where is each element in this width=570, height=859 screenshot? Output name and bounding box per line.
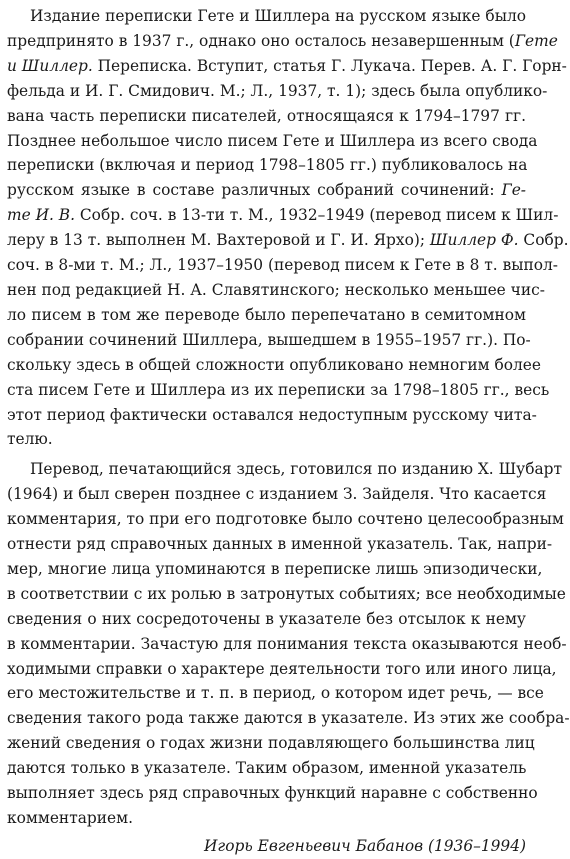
text-run: Издание переписки Гете и Шиллера на русском языке было [30, 7, 526, 25]
text-run: нен под редакцией Н. А. Славятинского; несколько меньшее чис- [7, 280, 545, 299]
text-line [7, 482, 547, 507]
text-line [7, 457, 563, 482]
text-line [7, 54, 567, 79]
italic-run: Шиллер Ф. [429, 231, 519, 250]
text-line [7, 403, 537, 428]
text-run: предпринято в 1937 г., однако оно осталось незавершенным ( [7, 31, 515, 50]
text-run: переписки (включая и период 1798–1805 гг.) публиковалось на [7, 156, 528, 175]
text-line [7, 781, 538, 806]
text-run: ло писем в том же переводе было перепечатано в семитомном [7, 305, 526, 324]
text-run: жений сведения о годах жизни подавляющего большинства лиц [7, 734, 535, 753]
text-run: сведения о них сосредоточены в указателе без отсылок к нему [7, 609, 526, 628]
text-run: выполняет здесь ряд справочных функций наравне с собственно [7, 784, 538, 803]
text-run: даются только в указателе. Таким образом, именной указатель [7, 759, 527, 778]
text-run: соч. в 8-ми т. М.; Л., 1937–1950 (перевод писем к Гете в 8 т. выпол- [7, 256, 559, 275]
text-run: в комментарии. Зачастую для понимания текста оказываются необ- [7, 634, 567, 653]
text-line [7, 104, 526, 129]
text-line [7, 178, 526, 203]
paragraph [7, 457, 570, 831]
text-line [7, 427, 526, 452]
text-run: Собр. соч. в 13-ти т. М., 1932–1949 (перевод писем к Шил- [75, 206, 559, 225]
text-line [7, 29, 558, 54]
text-run: (1964) и был сверен позднее с изданием З. Зайделя. Что касается [7, 485, 547, 504]
text-run: русском языке в составе различных собраний сочинений: [7, 181, 502, 200]
text-run: Переписка. Вступит, статья Г. Лукача. Перев. А. Г. Горн- [92, 56, 567, 75]
text-line [7, 203, 559, 228]
paragraph [7, 4, 569, 452]
text-line [7, 557, 543, 582]
text-run: отнести ряд справочных данных в именной указатель. Так, напри- [7, 535, 553, 554]
text-line [7, 328, 531, 353]
text-run: собрании сочинений Шиллера, вышедшем в 1955–1957 гг.). По- [7, 330, 531, 349]
text-line [7, 532, 553, 557]
author-signature: Игорь Евгеньевич Бабанов (1936–1994) [204, 836, 526, 855]
body-text [7, 4, 570, 831]
italic-run: и Шиллер. [7, 56, 93, 75]
text-line [7, 657, 557, 682]
text-line [7, 79, 548, 104]
text-line [7, 228, 569, 253]
text-line [7, 806, 526, 831]
text-line [7, 681, 544, 706]
text-line [7, 253, 559, 278]
text-run: мер, многие лица упоминаются в переписке лишь эпизодически, [7, 559, 543, 578]
text-run: комментария, то при его подготовке было сочтено целесообразным [7, 510, 564, 529]
text-run: скольку здесь в общей сложности опубликовано немногим более [7, 355, 541, 374]
text-line [7, 4, 526, 29]
italic-run: Ге- [501, 181, 526, 200]
italic-run: те И. В. [7, 206, 76, 225]
text-line [7, 153, 526, 178]
text-run: комментарием. [7, 809, 133, 827]
text-line [7, 706, 570, 731]
text-run: его местожительстве и т. п. в период, о котором идет речь, — все [7, 684, 544, 703]
text-run: Перевод, печатающийся здесь, готовился по изданию Х. Шубарт [30, 460, 563, 479]
text-line [7, 303, 526, 328]
text-run: ходимыми справки о характере деятельности того или иного лица, [7, 659, 557, 678]
text-run: ста писем Гете и Шиллера из их переписки за 1798–1805 гг., весь [7, 380, 550, 399]
text-run: этот период фактически оставался недоступным русскому чита- [7, 405, 537, 424]
text-line [7, 378, 550, 403]
text-line [7, 756, 526, 781]
text-run: в соответствии с их ролью в затронутых событиях; все необходимые [7, 584, 566, 603]
text-run: сведения такого рода также даются в указателе. Из этих же сообра- [7, 709, 570, 728]
italic-run: Гете [514, 31, 558, 50]
text-line [7, 731, 535, 756]
text-line [7, 129, 538, 154]
text-line [7, 632, 567, 657]
text-line [7, 507, 564, 532]
text-line [7, 582, 566, 607]
text-line [7, 353, 541, 378]
text-run: телю. [7, 430, 53, 449]
text-run: вана часть переписки писателей, относящаяся к 1794–1797 гг. [7, 106, 526, 125]
text-run: Собр. [518, 231, 569, 250]
text-run: фельда и И. Г. Смидович. М.; Л., 1937, т. 1); здесь была опублико- [7, 81, 548, 100]
text-run: леру в 13 т. выполнен М. Вахтеровой и Г. И. Ярхо); [7, 231, 430, 250]
text-line [7, 278, 545, 303]
text-line [7, 607, 526, 632]
text-run: Позднее небольшое число писем Гете и Шиллера из всего свода [7, 131, 538, 150]
